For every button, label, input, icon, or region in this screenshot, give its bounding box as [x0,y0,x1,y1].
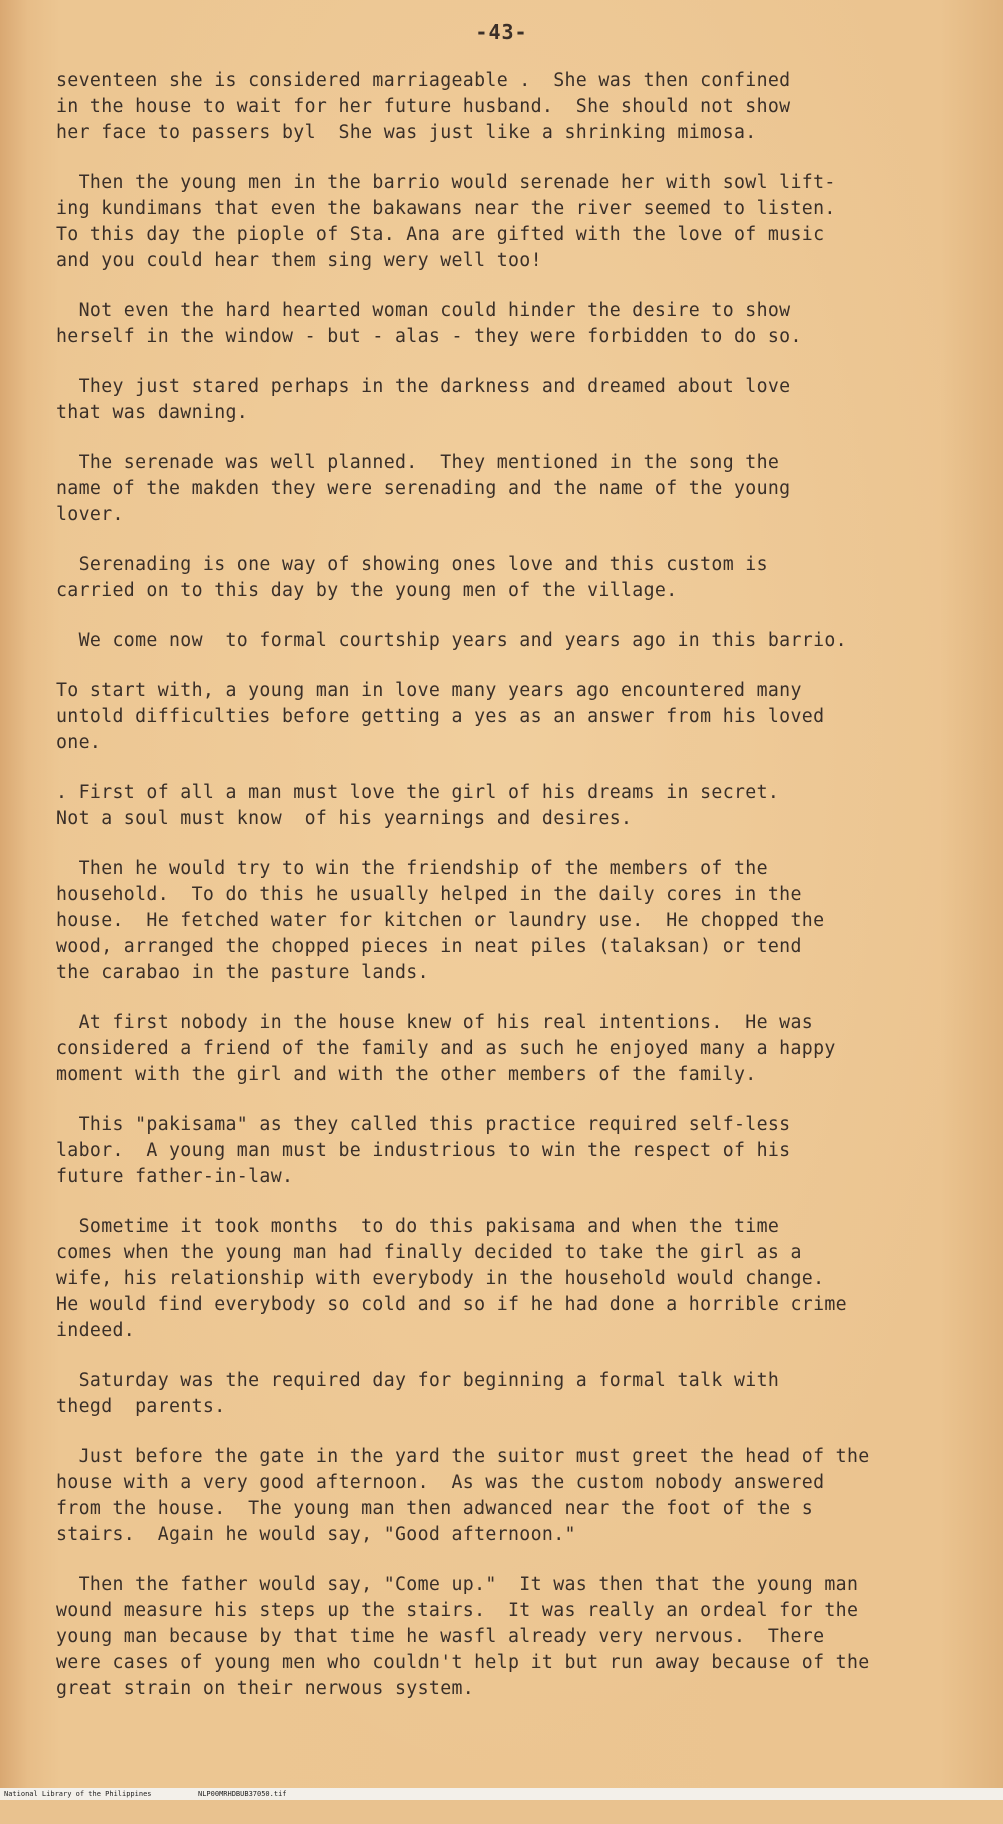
text-line: young man because by that time he wasfl already very nervous. There [56,1626,825,1647]
paragraph [56,856,976,986]
text-line: comes when the young man had finally decided to take the girl as a [56,1242,802,1263]
text-line: the carabao in the pasture lands. [56,962,429,983]
paragraph [56,450,976,528]
text-line: seventeen she is considered marriageable . She was then confined [56,70,791,91]
text-line: This "pakisama" as they called this practice required self-less [56,1114,791,1135]
text-line: ing kundimans that even the bakawans near the river seemed to listen. [56,198,836,219]
text-line: We come now to formal courtship years and years ago in this barrio. [56,630,847,651]
text-line: He would find everybody so cold and so if he had done a horrible crime [56,1294,847,1315]
text-line: carried on to this day by the young men of the village. [56,580,678,601]
text-line: To this day the piople of Sta. Ana are gifted with the love of music [56,224,825,245]
text-line: in the house to wait for her future husband. She should not show [56,96,791,117]
text-line: They just stared perhaps in the darkness and dreamed about love [56,376,791,397]
text-line: indeed. [56,1320,136,1341]
text-line: Sometime it took months to do this pakisama and when the time [56,1216,780,1237]
text-line: lover. [56,504,124,525]
text-line: herself in the window - but - alas - they were forbidden to do so. [56,326,802,347]
text-line: household. To do this he usually helped in the daily cores in the [56,884,802,905]
text-line: house with a very good afternoon. As was the custom nobody answered [56,1472,825,1493]
paragraph [56,1010,976,1088]
text-line: one. [56,732,102,753]
scan-filename: NLP00MRHDBUB37050.tif [198,1790,287,1798]
scan-footer [0,1788,1003,1800]
text-line: Then he would try to win the friendship of the members of the [56,858,768,879]
paragraph [56,1444,976,1548]
text-line: moment with the girl and with the other members of the family. [56,1064,757,1085]
text-line: were cases of young men who couldn't help it but run away because of the [56,1652,870,1673]
paragraph [56,552,976,604]
paragraph [56,298,976,350]
text-line: considered a friend of the family and as such he enjoyed many a happy [56,1038,836,1059]
text-line: stairs. Again he would say, "Good afternoon." [56,1524,576,1545]
text-line: and you could hear them sing wery well too! [56,250,542,271]
text-line: from the house. The young man then adwanced near the foot of the s [56,1498,814,1519]
paragraph [56,1214,976,1344]
text-line: wood, arranged the chopped pieces in neat piles (talaksan) or tend [56,936,802,957]
paragraph [56,780,976,832]
paragraph [56,628,976,654]
library-credit: National Library of the Philippines [4,1790,152,1798]
paragraph [56,1368,976,1420]
text-line: that was dawning. [56,402,249,423]
text-line: The serenade was well planned. They mentioned in the song the [56,452,780,473]
text-line: Then the father would say, "Come up." It was then that the young man [56,1574,859,1595]
text-line: Serenading is one way of showing ones love and this custom is [56,554,768,575]
text-line: labor. A young man must be industrious to win the respect of his [56,1140,791,1161]
text-line: house. He fetched water for kitchen or laundry use. He chopped the [56,910,825,931]
text-line: Saturday was the required day for beginning a formal talk with [56,1370,780,1391]
paragraph [56,68,976,146]
text-line: wound measure his steps up the stairs. It was really an ordeal for the [56,1600,859,1621]
text-line: Not a soul must know of his yearnings and desires. [56,808,633,829]
paragraph [56,1112,976,1190]
text-line: Then the young men in the barrio would serenade her with sowl lift- [56,172,836,193]
body-text [56,68,976,1726]
paragraph [56,1572,976,1702]
text-line: To start with, a young man in love many years ago encountered many [56,680,802,701]
paragraph [56,374,976,426]
text-line: her face to passers byl She was just like a shrinking mimosa. [56,122,757,143]
page-number: -43- [475,20,528,44]
text-line: future father-in-law. [56,1166,294,1187]
text-line: Just before the gate in the yard the suitor must greet the head of the [56,1446,870,1467]
text-line: At first nobody in the house knew of his real intentions. He was [56,1012,814,1033]
text-line: great strain on their nerwous system. [56,1678,475,1699]
paragraph [56,678,976,756]
paragraph [56,170,976,274]
text-line: untold difficulties before getting a yes as an answer from his loved [56,706,825,727]
text-line: wife, his relationship with everybody in the household would change. [56,1268,825,1289]
text-line: Not even the hard hearted woman could hinder the desire to show [56,300,791,321]
text-line: thegd parents. [56,1396,226,1417]
text-line: . First of all a man must love the girl of his dreams in secret. [56,782,780,803]
text-line: name of the makden they were serenading and the name of the young [56,478,791,499]
